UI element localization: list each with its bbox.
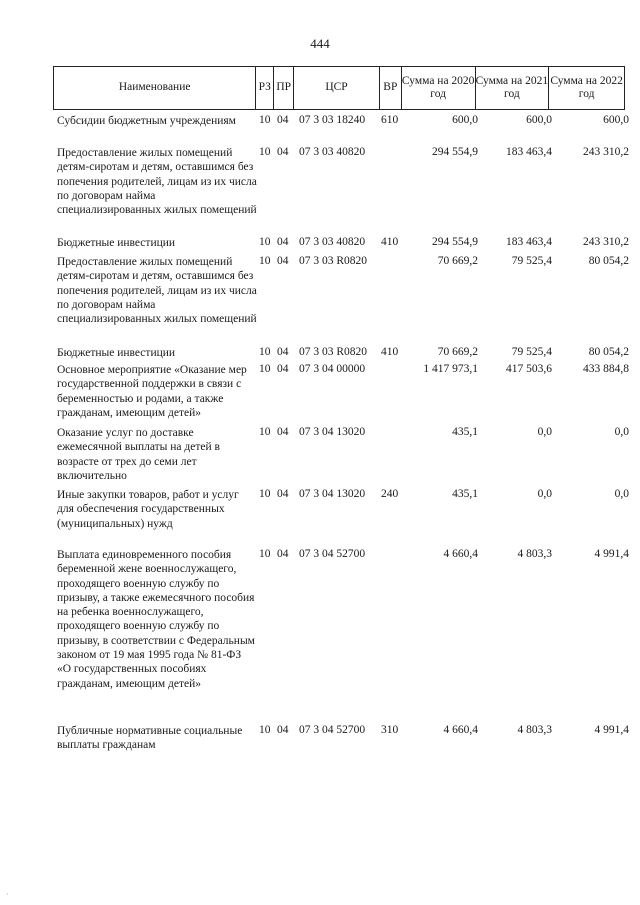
row-rz: 10 (259, 548, 271, 560)
row-csr: 07 3 03 R0820 (299, 255, 368, 267)
row-sum-2022: 243 310,2 (583, 146, 629, 158)
row-rz: 10 (259, 236, 271, 248)
row-sum-2020: 435,1 (452, 488, 478, 500)
header-name: Наименование (54, 67, 256, 109)
row-csr: 07 3 03 40820 (299, 146, 366, 158)
row-pr: 04 (277, 146, 289, 158)
row-sum-2021: 183 463,4 (506, 236, 552, 248)
row-csr: 07 3 04 52700 (299, 548, 366, 560)
row-name: Иные закупки товаров, работ и услуг для обеспечения государственных (муниципальных) нужд (57, 489, 239, 530)
row-vr: 410 (381, 346, 399, 358)
row-sum-2021: 183 463,4 (506, 146, 552, 158)
row-sum-2021: 4 803,3 (517, 724, 552, 736)
row-name: Основное мероприятие «Оказание мер государственной поддержки в связи с беременностью и родами, а также гражданам, имеющим детей» (57, 364, 247, 419)
row-rz: 10 (259, 363, 271, 375)
row-rz: 10 (259, 724, 271, 736)
row-sum-2020: 70 669,2 (437, 346, 478, 358)
row-sum-2022: 243 310,2 (583, 236, 629, 248)
row-sum-2022: 433 884,8 (583, 363, 629, 375)
header-csr: ЦСР (294, 67, 380, 109)
header-sum-2021: Сумма на 2021 год (476, 67, 550, 109)
row-sum-2020: 600,0 (452, 114, 478, 126)
scan-mark: · (6, 890, 9, 899)
row-rz: 10 (259, 255, 271, 267)
row-pr: 04 (277, 363, 289, 375)
row-sum-2020: 4 660,4 (443, 724, 478, 736)
header-pr: ПР (274, 67, 294, 109)
row-csr: 07 3 03 R0820 (299, 346, 368, 358)
row-sum-2021: 0,0 (537, 488, 552, 500)
row-sum-2021: 79 525,4 (511, 255, 552, 267)
header-vr: ВР (380, 67, 402, 109)
row-pr: 04 (277, 548, 289, 560)
row-sum-2021: 4 803,3 (517, 548, 552, 560)
row-sum-2022: 80 054,2 (588, 255, 629, 267)
row-csr: 07 3 04 13020 (299, 426, 366, 438)
row-name: Публичные нормативные социальные выплаты гражданам (57, 725, 243, 752)
row-pr: 04 (277, 488, 289, 500)
row-vr: 410 (381, 236, 399, 248)
row-name: Предоставление жилых помещений детям-сиротам и детям, оставшимся без попечения родителей, лицам из их числа по договорам найма специализированных жилых помещений (57, 147, 257, 217)
row-vr: 610 (381, 114, 399, 126)
row-sum-2020: 294 554,9 (432, 146, 478, 158)
row-csr: 07 3 03 40820 (299, 236, 366, 248)
row-sum-2020: 294 554,9 (432, 236, 478, 248)
row-rz: 10 (259, 114, 271, 126)
row-name: Бюджетные инвестиции (57, 237, 176, 249)
header-sum-2022: Сумма на 2022 год (550, 74, 623, 100)
row-sum-2020: 70 669,2 (437, 255, 478, 267)
row-csr: 07 3 03 18240 (299, 114, 366, 126)
header-sum-2020: Сумма на 2020 год (402, 67, 476, 109)
row-sum-2022: 600,0 (603, 114, 629, 126)
row-rz: 10 (259, 346, 271, 358)
row-sum-2020: 4 660,4 (443, 548, 478, 560)
row-sum-2021: 79 525,4 (511, 346, 552, 358)
row-sum-2022: 0,0 (614, 426, 629, 438)
row-csr: 07 3 04 13020 (299, 488, 366, 500)
row-pr: 04 (277, 724, 289, 736)
row-name: Бюджетные инвестиции (57, 347, 176, 359)
row-rz: 10 (259, 426, 271, 438)
row-sum-2021: 417 503,6 (506, 363, 552, 375)
row-rz: 10 (259, 146, 271, 158)
row-sum-2022: 0,0 (614, 488, 629, 500)
row-sum-2021: 600,0 (526, 114, 552, 126)
row-name: Выплата единовременного пособия беременной жене военнослужащего, проходящего военную службу по призыву, а также ежемесячного пособия на ребенка военнослужащего, проходящего военную службу по призыву, в соответствии с Федеральным законом от 19 мая 1995 года № 81-ФЗ «О государственных пособиях гражданам, имеющим детей» (57, 549, 255, 690)
row-sum-2021: 0,0 (537, 426, 552, 438)
row-sum-2022: 4 991,4 (594, 724, 629, 736)
table-header (53, 66, 625, 110)
row-sum-2020: 1 417 973,1 (423, 363, 478, 375)
row-vr: 240 (381, 488, 399, 500)
row-sum-2020: 435,1 (452, 426, 478, 438)
row-sum-2022: 80 054,2 (588, 346, 629, 358)
row-rz: 10 (259, 488, 271, 500)
row-pr: 04 (277, 346, 289, 358)
row-name: Оказание услуг по доставке ежемесячной выплаты на детей в возрасте от трех до семи лет включительно (57, 427, 220, 482)
row-csr: 07 3 04 52700 (299, 724, 366, 736)
header-rz: РЗ (256, 67, 274, 109)
page-number: 444 (310, 36, 330, 51)
row-name: Субсидии бюджетным учреждениям (57, 115, 236, 127)
row-name: Предоставление жилых помещений детям-сиротам и детям, оставшимся без попечения родителей, лицам из их числа по договорам найма специализированных жилых помещений (57, 256, 257, 326)
row-vr: 310 (381, 724, 399, 736)
row-pr: 04 (277, 114, 289, 126)
row-pr: 04 (277, 255, 289, 267)
row-pr: 04 (277, 236, 289, 248)
row-sum-2022: 4 991,4 (594, 548, 629, 560)
row-pr: 04 (277, 426, 289, 438)
row-csr: 07 3 04 00000 (299, 363, 366, 375)
